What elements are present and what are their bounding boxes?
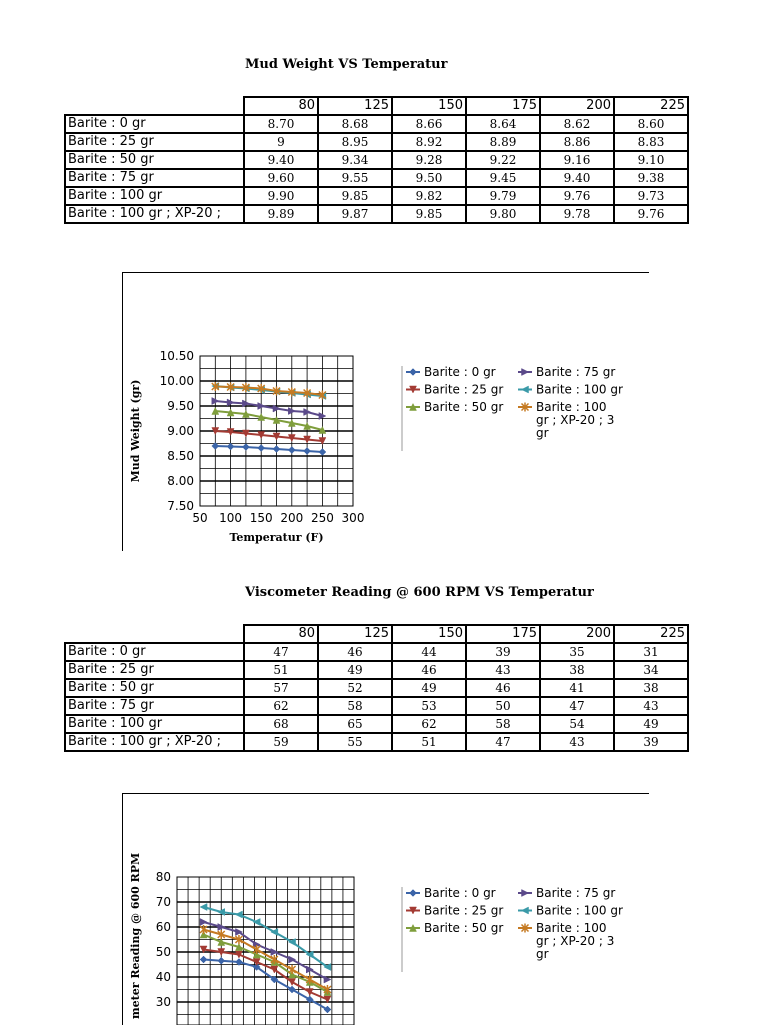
y-tick-label: 40 [155, 970, 171, 984]
table-cell: 39 [614, 733, 688, 751]
y-tick-label: 8.00 [167, 474, 194, 488]
legend-label: Barite : 75 gr [536, 365, 616, 379]
legend-label: Barite : 100 gr [536, 903, 623, 918]
table-cell: 51 [392, 733, 466, 751]
table-cell: 9.55 [318, 169, 392, 187]
mud-weight-chart-area [122, 272, 649, 551]
table-cell: 47 [244, 643, 318, 661]
column-header: 125 [318, 97, 392, 115]
table-cell: 9.76 [540, 187, 614, 205]
table-cell: 9.73 [614, 187, 688, 205]
table-row [65, 151, 688, 169]
data-point [522, 369, 529, 376]
table-cell: 49 [318, 661, 392, 679]
table-cell: 9.16 [540, 151, 614, 169]
x-axis-title: Temperatur (F) [229, 531, 324, 544]
table-cell: 8.83 [614, 133, 688, 151]
table-cell: 49 [614, 715, 688, 733]
y-tick-label: 9.00 [167, 424, 194, 438]
table-cell: 9.85 [318, 187, 392, 205]
legend-label: Barite : 100 gr [536, 382, 623, 397]
mud-weight-table [64, 96, 689, 224]
table-cell: 52 [318, 679, 392, 697]
table-cell: 46 [318, 643, 392, 661]
data-point [410, 890, 417, 897]
column-header: 175 [466, 97, 540, 115]
table-cell: 43 [540, 733, 614, 751]
table-cell: 9.10 [614, 151, 688, 169]
table-cell: 59 [244, 733, 318, 751]
table-cell: 9.76 [614, 205, 688, 223]
table-cell: 9.38 [614, 169, 688, 187]
y-tick-label: 30 [155, 995, 171, 1009]
table-cell: 8.95 [318, 133, 392, 151]
x-tick-label: 200 [280, 511, 304, 525]
y-tick-label: 60 [155, 920, 171, 934]
legend-label: Barite : 25 gr [424, 903, 504, 918]
table-cell: 47 [466, 733, 540, 751]
table-cell: 8.62 [540, 115, 614, 133]
column-header: 225 [614, 625, 688, 643]
table-row [65, 643, 688, 661]
legend-label: Barite : 50 gr [424, 921, 504, 935]
table-cell: 57 [244, 679, 318, 697]
table-title-mud-weight: Mud Weight VS Temperatur [245, 57, 448, 72]
table-cell: 8.86 [540, 133, 614, 151]
table-cell: 9.40 [244, 151, 318, 169]
table-header-row [65, 97, 688, 115]
legend-label: gr ; XP-20 ; 3 [536, 934, 615, 948]
row-label: Barite : 25 gr [65, 661, 244, 679]
header-blank-cell [65, 97, 244, 115]
table-cell: 62 [392, 715, 466, 733]
table-cell: 53 [392, 697, 466, 715]
table-row [65, 661, 688, 679]
table-row [65, 115, 688, 133]
table-cell: 46 [392, 661, 466, 679]
table-cell: 55 [318, 733, 392, 751]
legend-label: Barite : 0 gr [424, 886, 496, 900]
table-cell: 51 [244, 661, 318, 679]
table-cell: 9.22 [466, 151, 540, 169]
x-tick-label: 250 [310, 511, 334, 525]
table-cell: 8.64 [466, 115, 540, 133]
table-cell: 8.68 [318, 115, 392, 133]
row-label: Barite : 0 gr [65, 643, 244, 661]
row-label: Barite : 50 gr [65, 151, 244, 169]
y-tick-label: 10.50 [159, 349, 194, 363]
table-cell: 9.40 [540, 169, 614, 187]
x-tick-label: 100 [219, 511, 243, 525]
y-tick-label: 50 [155, 945, 171, 959]
table-title-viscometer: Viscometer Reading @ 600 RPM VS Temperatur [245, 585, 594, 600]
row-label: Barite : 100 gr [65, 187, 244, 205]
table-cell: 38 [540, 661, 614, 679]
table-cell: 68 [244, 715, 318, 733]
table-row [65, 133, 688, 151]
table-cell: 34 [614, 661, 688, 679]
table-row [65, 697, 688, 715]
column-header: 225 [614, 97, 688, 115]
table-row [65, 205, 688, 223]
table-cell: 9.60 [244, 169, 318, 187]
table-cell: 49 [392, 679, 466, 697]
legend-label: Barite : 75 gr [536, 886, 616, 900]
column-header: 125 [318, 625, 392, 643]
table-cell: 9.87 [318, 205, 392, 223]
row-label: Barite : 25 gr [65, 133, 244, 151]
table-cell: 44 [392, 643, 466, 661]
column-header: 200 [540, 97, 614, 115]
table-cell: 9.82 [392, 187, 466, 205]
table-cell: 8.92 [392, 133, 466, 151]
x-tick-label: 150 [249, 511, 273, 525]
table-cell: 47 [540, 697, 614, 715]
y-axis-title: meter Reading @ 600 RPM [129, 852, 142, 1019]
column-header: 80 [244, 97, 318, 115]
x-tick-label: 300 [341, 511, 365, 525]
table-cell: 35 [540, 643, 614, 661]
table-cell: 54 [540, 715, 614, 733]
table-cell: 9 [244, 133, 318, 151]
viscometer-chart-area [122, 793, 649, 1025]
table-row [65, 169, 688, 187]
y-axis-title: Mud Weight (gr) [129, 379, 142, 483]
table-cell: 58 [318, 697, 392, 715]
y-tick-label: 10.00 [159, 374, 194, 388]
legend-label: Barite : 0 gr [424, 365, 496, 379]
table-row [65, 679, 688, 697]
y-tick-label: 8.50 [167, 449, 194, 463]
data-point [522, 890, 529, 897]
column-header: 150 [392, 625, 466, 643]
chart-legend [402, 365, 623, 451]
table-cell: 9.80 [466, 205, 540, 223]
viscometer-chart [123, 794, 649, 1025]
viscometer-table [64, 624, 689, 752]
table-cell: 38 [614, 679, 688, 697]
y-tick-label: 70 [155, 895, 171, 909]
table-cell: 8.70 [244, 115, 318, 133]
legend-label: Barite : 100 [536, 921, 607, 935]
y-tick-label: 9.50 [167, 399, 194, 413]
legend-label: Barite : 50 gr [424, 400, 504, 414]
row-label: Barite : 0 gr [65, 115, 244, 133]
table-cell: 9.90 [244, 187, 318, 205]
table-cell: 43 [614, 697, 688, 715]
table-cell: 58 [466, 715, 540, 733]
table-header-row [65, 625, 688, 643]
y-tick-label: 80 [155, 870, 171, 884]
table-row [65, 715, 688, 733]
table-cell: 8.89 [466, 133, 540, 151]
legend-label: gr [536, 426, 549, 440]
table-cell: 9.89 [244, 205, 318, 223]
table-cell: 31 [614, 643, 688, 661]
table-cell: 8.66 [392, 115, 466, 133]
data-point [522, 907, 529, 914]
legend-label: Barite : 100 [536, 400, 607, 414]
column-header: 175 [466, 625, 540, 643]
table-cell: 9.79 [466, 187, 540, 205]
data-point [522, 386, 529, 393]
header-blank-cell [65, 625, 244, 643]
legend-label: gr [536, 947, 549, 961]
table-cell: 9.78 [540, 205, 614, 223]
table-cell: 39 [466, 643, 540, 661]
table-row [65, 187, 688, 205]
table-cell: 41 [540, 679, 614, 697]
row-label: Barite : 75 gr [65, 697, 244, 715]
row-label: Barite : 75 gr [65, 169, 244, 187]
table-cell: 9.34 [318, 151, 392, 169]
legend-label: gr ; XP-20 ; 3 [536, 413, 615, 427]
table-cell: 9.85 [392, 205, 466, 223]
row-label: Barite : 50 gr [65, 679, 244, 697]
table-cell: 8.60 [614, 115, 688, 133]
x-tick-label: 50 [192, 511, 208, 525]
row-label: Barite : 100 gr ; XP-20 ; [65, 733, 244, 751]
table-cell: 62 [244, 697, 318, 715]
table-cell: 50 [466, 697, 540, 715]
row-label: Barite : 100 gr [65, 715, 244, 733]
column-header: 80 [244, 625, 318, 643]
legend-label: Barite : 25 gr [424, 382, 504, 397]
table-row [65, 733, 688, 751]
table-cell: 46 [466, 679, 540, 697]
column-header: 200 [540, 625, 614, 643]
table-cell: 43 [466, 661, 540, 679]
column-header: 150 [392, 97, 466, 115]
y-tick-label: 7.50 [167, 499, 194, 513]
mud-weight-chart [123, 273, 649, 551]
table-cell: 9.45 [466, 169, 540, 187]
data-point [410, 369, 417, 376]
table-cell: 65 [318, 715, 392, 733]
table-cell: 9.50 [392, 169, 466, 187]
row-label: Barite : 100 gr ; XP-20 ; [65, 205, 244, 223]
table-cell: 9.28 [392, 151, 466, 169]
chart-legend [402, 886, 623, 972]
